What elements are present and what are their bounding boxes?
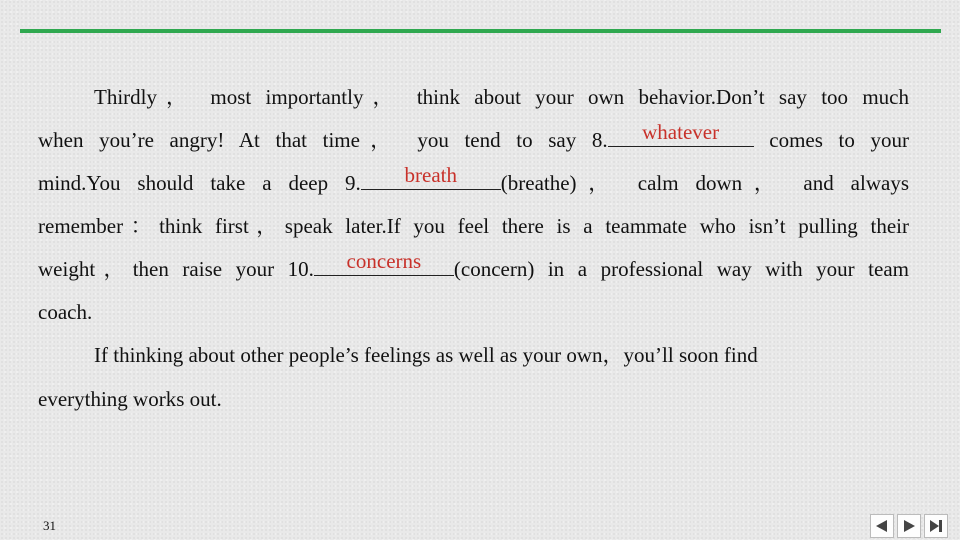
top-rule [20,29,941,33]
para1-line5: weight，then raise your 10. concerns (concern) in a professional way with your team [38,249,909,281]
blank-10 [314,249,454,276]
para1-line2: when you’re angry! At that time， you tend to say 8. whatever comes to your [38,120,909,152]
para1-line3: mind.You should take a deep 9. breath (breathe)， calm down， and always [38,163,909,195]
para2-line2: everything works out. [38,387,222,411]
blank-8 [608,120,754,147]
last-slide-button[interactable] [924,514,948,538]
para2-line1: If thinking about other people’s feelings as well as your own，you’ll soon find [94,343,758,367]
para1-line1: Thirdly， most importantly， think about your own behavior.Don’t say too much [94,85,909,109]
para1-line6: coach. [38,300,93,324]
triangle-right-icon [901,518,917,534]
skip-end-icon [928,518,944,534]
triangle-left-icon [874,518,890,534]
answer-8: whatever [642,120,720,144]
next-slide-button[interactable] [897,514,921,538]
answer-10: concerns [346,249,422,273]
slide-navigation [870,514,948,538]
prev-slide-button[interactable] [870,514,894,538]
page-number: 31 [43,518,56,533]
answer-9: breath [404,163,457,187]
para1-line4: remember：think first，speak later.If you feel there is a teammate who isn’t pulling their [38,214,909,238]
blank-9 [361,163,501,190]
